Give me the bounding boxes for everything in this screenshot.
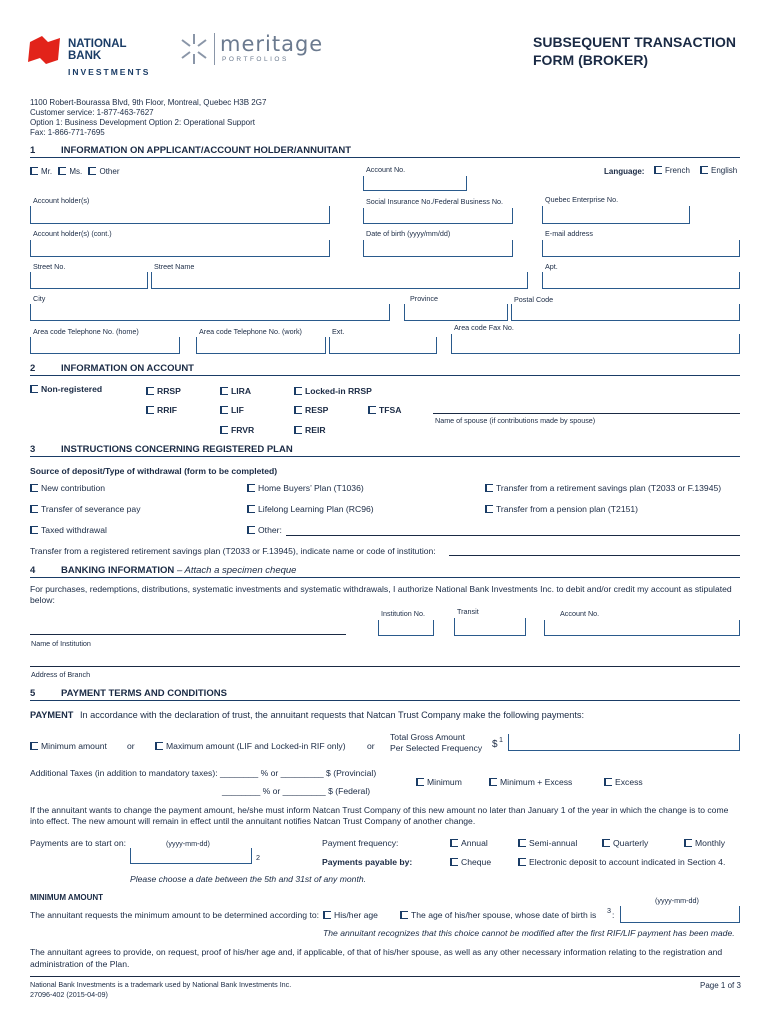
non-registered-label: Non-registered (41, 384, 103, 394)
choose-date-note: Please choose a date between the 5th and 31st of any month. (130, 874, 367, 884)
semi-annual-label: Semi-annual (529, 838, 578, 848)
footnote-1: 1 (499, 735, 503, 744)
tel-work-field[interactable] (196, 337, 326, 354)
meritage-divider (214, 33, 215, 65)
tax-excess-label: Excess (615, 777, 643, 787)
spouse-dob-field[interactable] (620, 906, 740, 923)
fax-no-field[interactable] (451, 334, 740, 354)
name-institution-label: Name of Institution (31, 639, 91, 648)
mr-label: Mr. (41, 167, 53, 176)
other-withdrawal-label: Other: (258, 525, 282, 535)
fax-no-label: Area code Fax No. (454, 323, 514, 332)
section-2-header (30, 362, 740, 376)
or-1: or (127, 741, 135, 751)
home-buyers-label: Home Buyers’ Plan (T1036) (258, 483, 364, 493)
ext-label: Ext. (332, 327, 345, 336)
additional-taxes-provincial: Additional Taxes (in addition to mandatory taxes): ________ % or _________ $ (Provincial) (30, 768, 377, 778)
fax: Fax: 1-866-771-7695 (30, 128, 105, 137)
agrees-text: The annuitant agrees to provide, on request, proof of his/her age and, if applicable, of that of his/her spouse, as well as any other necessary information relating to the registration and administration of the Plan. (30, 947, 723, 969)
city-label: City (33, 294, 46, 303)
email-field[interactable] (542, 240, 740, 257)
footnote-2: 2 (256, 853, 260, 862)
other-withdrawal-checkbox[interactable] (247, 525, 282, 535)
footer-code: 27096-402 (2015-04-09) (30, 990, 108, 999)
minimum-amount-label: Minimum amount (41, 741, 107, 751)
monthly-label: Monthly (695, 838, 726, 848)
ms-label: Ms. (69, 167, 83, 176)
ms-checkbox[interactable] (58, 167, 82, 176)
cheque-label: Cheque (461, 857, 492, 867)
total-gross-line-1: Total Gross Amount (390, 732, 465, 742)
tel-home-label: Area code Telephone No. (home) (33, 327, 139, 336)
options: Option 1: Business Development Option 2: Operational Support (30, 118, 256, 127)
address-branch-label: Address of Branch (31, 670, 91, 679)
street-name-field[interactable] (151, 272, 528, 289)
city-field[interactable] (30, 304, 390, 321)
rrsp-label: RRSP (157, 386, 181, 396)
meritage-name: meritage (220, 32, 324, 56)
transfer-pension-label: Transfer from a pension plan (T2151) (496, 504, 639, 514)
tax-excess-checkbox[interactable] (604, 777, 643, 787)
annual-checkbox[interactable] (450, 838, 488, 848)
mr-checkbox[interactable] (30, 167, 52, 176)
email-label: E-mail address (545, 229, 593, 238)
customer-service: Customer service: 1-877-463-7627 (30, 108, 154, 117)
maximum-amount-label: Maximum amount (LIF and Locked-in RIF only) (166, 741, 346, 751)
other-label: Other (99, 167, 120, 176)
his-her-age-label: His/her age (334, 910, 378, 920)
lira-checkbox[interactable] (220, 386, 251, 396)
start-date-field[interactable] (130, 848, 252, 864)
section-title: INFORMATION ON ACCOUNT (61, 363, 194, 374)
account-holders-label: Account holder(s) (33, 196, 90, 205)
lifelong-label: Lifelong Learning Plan (RC96) (258, 504, 374, 514)
recognizes-note: The annuitant recognizes that this choice cannot be modified after the first RIF/LIF payment has been made. (323, 928, 735, 938)
transfer-rsp-checkbox[interactable] (485, 483, 721, 493)
tax-minimum-excess-checkbox[interactable] (489, 777, 572, 787)
frequency-label: Payment frequency: (322, 838, 399, 848)
account-no-field[interactable] (363, 176, 467, 191)
min-request-label: The annuitant requests the minimum amount to be determined according to: (30, 910, 320, 920)
french-checkbox[interactable] (654, 166, 690, 175)
account-no-bank-field[interactable] (544, 620, 740, 636)
form-title (533, 33, 736, 69)
title-options (30, 167, 119, 176)
transfer-rsp-label: Transfer from a retirement savings plan (T2033 or F.13945) (496, 483, 722, 493)
form-title-line-1: SUBSEQUENT TRANSACTION (533, 34, 737, 50)
section-title-main: BANKING INFORMATION (61, 565, 175, 576)
payment-label: PAYMENT (30, 710, 74, 720)
account-holders-cont-label: Account holder(s) (cont.) (33, 229, 112, 238)
institution-no-field[interactable] (378, 620, 434, 636)
transfer-note: Transfer from a registered retirement savings plan (T2033 or F.13945), indicate name or code of institution: (30, 546, 436, 556)
apt-field[interactable] (542, 272, 740, 289)
minimum-amount-checkbox[interactable] (30, 741, 107, 751)
footer-trademark: National Bank Investments is a trademark used by National Bank Investments Inc. (30, 980, 292, 989)
street-name-label: Street Name (154, 262, 195, 271)
dob-label: Date of birth (yyyy/mm/dd) (366, 229, 451, 238)
lif-checkbox[interactable] (220, 405, 244, 415)
institution-code-field[interactable] (449, 546, 740, 556)
colon: : (612, 910, 615, 920)
transit-label: Transit (457, 607, 479, 616)
home-buyers-checkbox[interactable] (247, 483, 364, 493)
footnote-3: 3 (607, 906, 611, 915)
monthly-checkbox[interactable] (684, 838, 725, 848)
resp-label: RESP (305, 405, 329, 415)
section-number: 4 (30, 565, 36, 576)
ext-field[interactable] (329, 337, 437, 354)
quarterly-label: Quarterly (613, 838, 649, 848)
lif-label: LIF (231, 405, 244, 415)
form-title-line-2: FORM (BROKER) (533, 52, 649, 68)
apt-label: Apt. (545, 262, 558, 271)
dob-field[interactable] (363, 240, 513, 257)
quebec-enterprise-label: Quebec Enterprise No. (545, 195, 619, 204)
rrsp-checkbox[interactable] (146, 386, 181, 396)
electronic-label: Electronic deposit to account indicated in Section 4. (529, 857, 726, 867)
severance-label: Transfer of severance pay (41, 504, 141, 514)
cheque-checkbox[interactable] (450, 857, 491, 867)
language-label: Language: (604, 167, 645, 176)
dollar-sign: $ (492, 739, 498, 750)
reir-label: REIR (305, 425, 326, 435)
total-gross-line-2: Per Selected Frequency (390, 743, 483, 753)
taxed-label: Taxed withdrawal (41, 525, 107, 535)
start-date-format: (yyyy-mm-dd) (166, 839, 210, 848)
section-5-header (30, 687, 740, 701)
lira-label: LIRA (231, 386, 252, 396)
section-title: INSTRUCTIONS CONCERNING REGISTERED PLAN (61, 444, 293, 455)
semi-annual-checkbox[interactable] (518, 838, 577, 848)
frvr-label: FRVR (231, 425, 255, 435)
meritage-emblem-icon (178, 32, 210, 66)
section-title (61, 565, 296, 576)
sin-field[interactable] (363, 208, 513, 224)
footer-divider (30, 976, 740, 977)
additional-taxes-federal: ________ % or _________ $ (Federal) (222, 786, 371, 796)
source-label: Source of deposit/Type of withdrawal (form to be completed) (30, 466, 278, 476)
electronic-checkbox[interactable] (518, 857, 725, 867)
tax-minimum-excess-label: Minimum + Excess (500, 777, 573, 787)
brand-line-1: NATIONAL (68, 38, 127, 50)
section-number: 5 (30, 688, 36, 699)
address: 1100 Robert-Bourassa Blvd, 9th Floor, Montreal, Quebec H3B 2G7 (30, 98, 267, 107)
transit-field[interactable] (454, 618, 526, 636)
section-title-italic: – Attach a specimen cheque (176, 565, 297, 576)
spouse-age-label: The age of his/her spouse, whose date of birth is (411, 910, 597, 920)
tax-minimum-label: Minimum (427, 777, 462, 787)
section-4-header (30, 564, 740, 578)
resp-checkbox[interactable] (294, 405, 328, 415)
province-label: Province (410, 294, 438, 303)
or-2: or (367, 741, 375, 751)
total-gross-label (390, 732, 482, 754)
spouse-field[interactable] (433, 400, 740, 414)
national-bank-flag-icon (28, 36, 62, 64)
other-checkbox[interactable] (88, 167, 119, 176)
english-label: English (711, 166, 738, 175)
total-gross-field[interactable] (508, 734, 740, 751)
postal-code-field[interactable] (511, 304, 740, 321)
quebec-enterprise-field[interactable] (542, 206, 690, 224)
tfsa-checkbox[interactable] (368, 405, 401, 415)
start-on-label: Payments are to start on: (30, 838, 127, 848)
street-no-field[interactable] (30, 272, 148, 289)
his-her-age-checkbox[interactable] (323, 910, 378, 920)
tax-minimum-checkbox[interactable] (416, 777, 462, 787)
spouse-label: Name of spouse (if contributions made by spouse) (435, 416, 596, 425)
frvr-checkbox[interactable] (220, 425, 254, 435)
postal-code-label: Postal Code (514, 295, 554, 304)
section-title: PAYMENT TERMS AND CONDITIONS (61, 688, 227, 699)
account-no-bank-label: Account No. (560, 609, 600, 618)
english-checkbox[interactable] (700, 166, 737, 175)
account-holders-field[interactable] (30, 206, 330, 224)
address-branch-field[interactable] (30, 655, 740, 667)
payment-intro (30, 710, 584, 720)
page-number: Page 1 of 3 (700, 981, 741, 990)
payment-text: In accordance with the declaration of trust, the annuitant requests that Natcan Trust Company make the following payments: (79, 710, 585, 720)
reir-checkbox[interactable] (294, 425, 326, 435)
section-title: INFORMATION ON APPLICANT/ACCOUNT HOLDER/ANNUITANT (61, 145, 352, 156)
annual-label: Annual (461, 838, 488, 848)
brand-line-2: BANK (68, 50, 102, 62)
non-registered-checkbox[interactable] (30, 384, 102, 394)
tel-home-field[interactable] (30, 337, 180, 354)
other-withdrawal-field[interactable] (286, 526, 740, 536)
section-number: 2 (30, 363, 36, 374)
name-institution-field[interactable] (30, 625, 346, 635)
section-number: 3 (30, 444, 36, 455)
change-text: If the annuitant wants to change the payment amount, he/she must inform Natcan Trust Company of this new amount no later than January 1 of the year in which the change is to come into effect. The new amount will remain in effect until the annuitant notifies Natcan Trust Company of another change. (30, 805, 729, 826)
section-3-header (30, 443, 740, 457)
meritage-sub: PORTFOLIOS (222, 56, 289, 63)
account-holders-cont-field[interactable] (30, 240, 330, 257)
locked-rrsp-label: Locked-in RRSP (305, 386, 372, 396)
minimum-amount-header: MINIMUM AMOUNT (30, 893, 104, 902)
transfer-pension-checkbox[interactable] (485, 504, 638, 514)
banking-paragraph: For purchases, redemptions, distributions, systematic investments and systematic withdrawals, I authorize National Bank Investments Inc. to debit and/or credit my account as stipulated below: (30, 584, 732, 605)
sin-label: Social Insurance No./Federal Business No. (366, 197, 504, 206)
severance-checkbox[interactable] (30, 504, 141, 514)
footer-left (30, 980, 291, 1000)
quarterly-checkbox[interactable] (602, 838, 648, 848)
tfsa-label: TFSA (379, 405, 402, 415)
section-number: 1 (30, 145, 36, 156)
french-label: French (665, 166, 690, 175)
locked-rrsp-checkbox[interactable] (294, 386, 372, 396)
payable-by-label: Payments payable by: (322, 857, 413, 867)
lifelong-checkbox[interactable] (247, 504, 374, 514)
new-contribution-label: New contribution (41, 483, 106, 493)
brand-line-3: INVESTMENTS (68, 67, 151, 77)
street-no-label: Street No. (33, 262, 66, 271)
spouse-dob-format: (yyyy-mm-dd) (655, 896, 699, 905)
province-field[interactable] (404, 304, 508, 321)
tel-work-label: Area code Telephone No. (work) (199, 327, 302, 336)
new-contribution-checkbox[interactable] (30, 483, 105, 493)
rrif-checkbox[interactable] (146, 405, 177, 415)
rrif-label: RRIF (157, 405, 178, 415)
institution-no-label: Institution No. (381, 609, 425, 618)
maximum-amount-checkbox[interactable] (155, 741, 346, 751)
spouse-age-checkbox[interactable] (400, 910, 596, 920)
contact-block (30, 98, 266, 138)
section-1-header (30, 144, 740, 158)
account-no-label: Account No. (366, 165, 406, 174)
taxed-checkbox[interactable] (30, 525, 107, 535)
